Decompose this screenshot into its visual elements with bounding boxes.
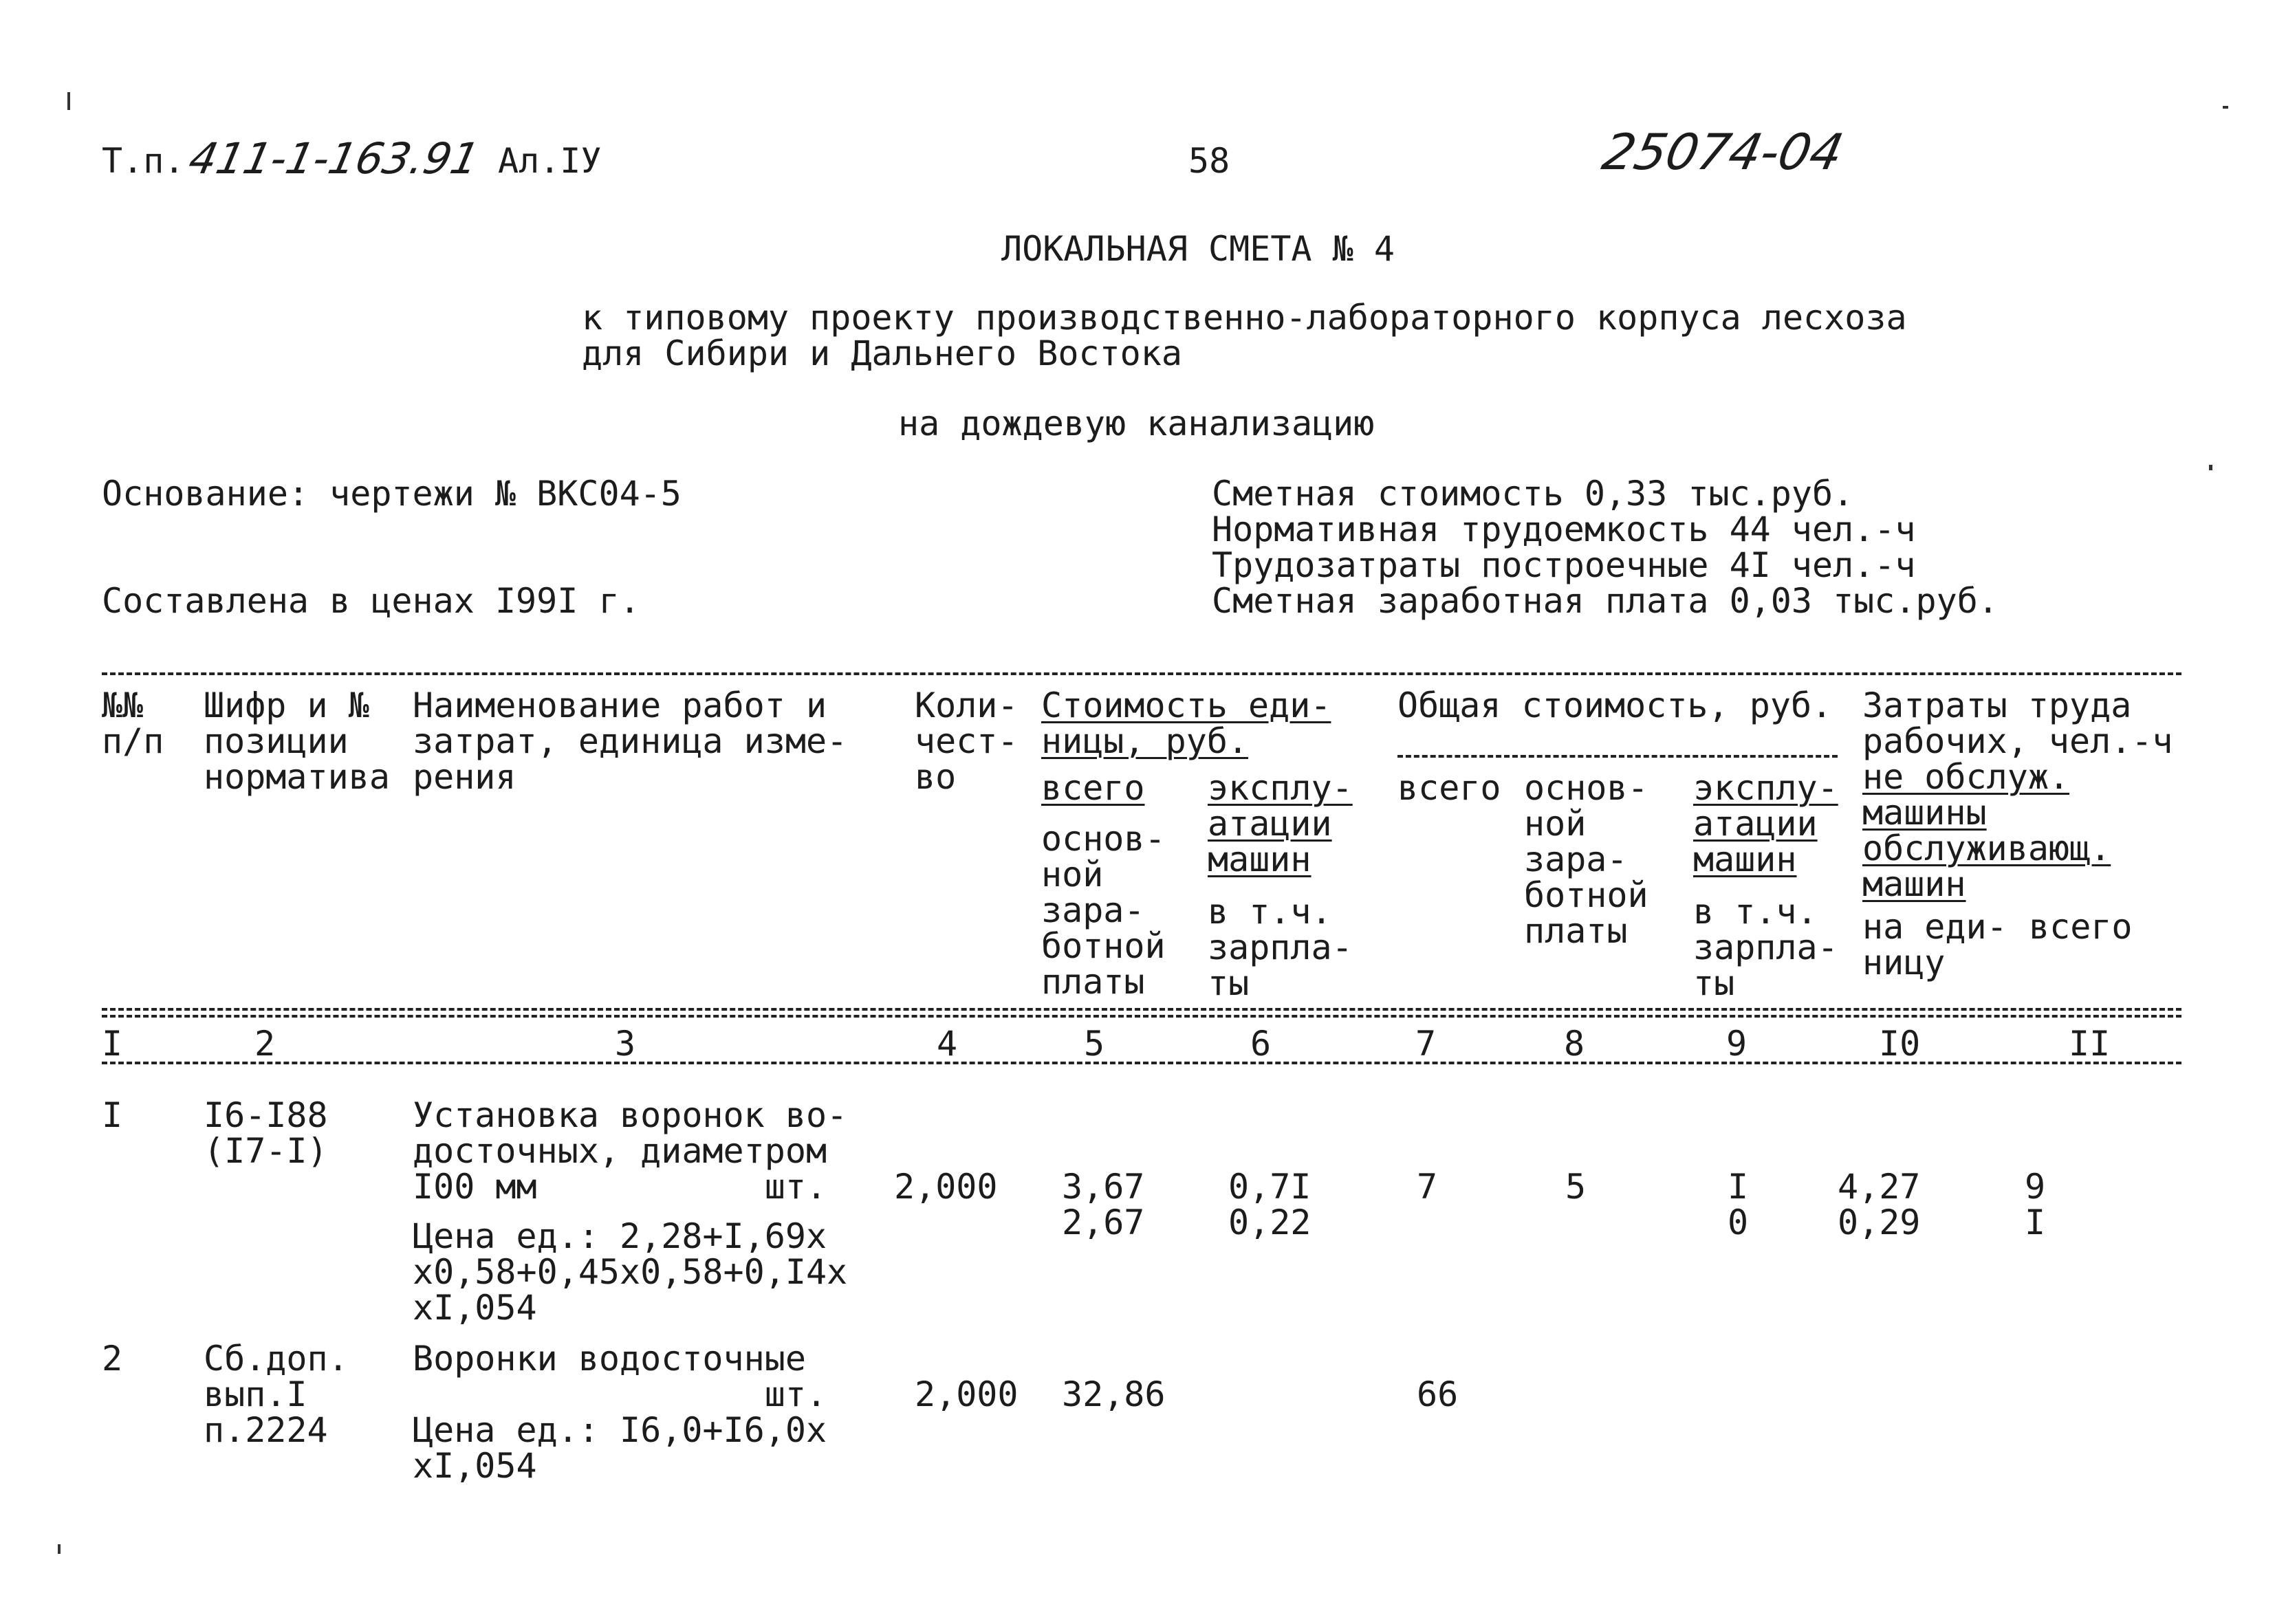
labor-norm: Нормативная трудоемкость 44 чел.-ч bbox=[1212, 509, 1916, 549]
basis: Основание: чертежи № ВКС04-5 bbox=[102, 474, 682, 514]
col-number-10: I0 bbox=[1879, 1024, 1921, 1064]
scan-mark bbox=[2209, 465, 2212, 470]
col-number-2: 2 bbox=[254, 1024, 276, 1064]
row-1-number: I bbox=[102, 1095, 123, 1135]
col-number-4: 4 bbox=[937, 1024, 958, 1064]
estimated-wage: Сметная заработная плата 0,03 тыс.руб. bbox=[1212, 581, 1999, 621]
header-unit-machine: эксплу- атации машин bbox=[1208, 768, 1353, 879]
table-top-rule bbox=[102, 672, 2181, 675]
row-2-code: Сб.доп. вып.I п.2224 bbox=[204, 1339, 349, 1450]
row-2-name: Воронки водосточные шт. bbox=[413, 1339, 827, 1414]
row-2-unit-total: 32,86 bbox=[1062, 1374, 1166, 1414]
row-1-total: 7 bbox=[1417, 1167, 1438, 1207]
row-2-quantity: 2,000 bbox=[915, 1374, 1019, 1414]
row-1-code: I6-I88 (I7-I) bbox=[204, 1095, 328, 1171]
col-number-1: I bbox=[102, 1024, 123, 1064]
header-unit-cost: Стоимость еди- ницы, руб. bbox=[1041, 685, 1331, 761]
header-unit-wage: основ- ной зара- ботной платы bbox=[1041, 819, 1166, 1002]
labor-site: Трудозатраты построечные 4I чел.-ч bbox=[1212, 545, 1916, 585]
row-1-quantity: 2,000 bbox=[894, 1167, 998, 1207]
row-1-unit-machine: 0,7I 0,22 bbox=[1228, 1167, 1311, 1242]
row-2-price-formula: Цена ед.: I6,0+I6,0х хI,054 bbox=[413, 1410, 827, 1486]
tp-prefix: Т.п. bbox=[102, 141, 185, 181]
header-labor-per-unit: на еди- ницу bbox=[1862, 907, 2007, 983]
header-labor-non-machine: не обслуж. машины bbox=[1862, 757, 2070, 833]
header-quantity: Коли- чест- во bbox=[915, 685, 1019, 797]
doc-code: 25074-04 bbox=[1598, 123, 1849, 181]
header-unit-machine-wage: в т.ч. зарпла- ты bbox=[1208, 892, 1353, 1003]
scan-mark bbox=[67, 92, 70, 110]
header-total-cost: Общая стоимость, руб. bbox=[1397, 685, 1833, 725]
col-number-3: 3 bbox=[615, 1024, 636, 1064]
header-name: Наименование работ и затрат, единица изме- рения bbox=[413, 685, 848, 797]
col-number-11: II bbox=[2069, 1024, 2111, 1064]
col-number-6: 6 bbox=[1250, 1024, 1272, 1064]
page-title: ЛОКАЛЬНАЯ СМЕТА № 4 bbox=[1001, 229, 1395, 269]
header-row-number: №№ п/п bbox=[102, 685, 164, 761]
header-bottom-rule-2 bbox=[102, 1015, 2181, 1018]
row-2-number: 2 bbox=[102, 1339, 123, 1379]
album-number: Ал.IУ bbox=[498, 141, 602, 181]
col-number-5: 5 bbox=[1084, 1024, 1105, 1064]
row-1-name: Установка воронок во- досточных, диаметром I00 мм шт. bbox=[413, 1095, 848, 1207]
header-labor-total: всего bbox=[2029, 907, 2133, 947]
row-1-labor-unit: 4,27 0,29 bbox=[1838, 1167, 1921, 1242]
header-total: всего bbox=[1397, 768, 1501, 808]
tp-number: 411-1-163.91 bbox=[184, 133, 484, 184]
row-1-total-wage: 5 bbox=[1565, 1167, 1587, 1207]
total-cost-rule bbox=[1397, 755, 1838, 758]
col-number-rule bbox=[102, 1062, 2181, 1064]
header-total-machine: эксплу- атации машин bbox=[1693, 768, 1838, 879]
row-1-price-formula: Цена ед.: 2,28+I,69х х0,58+0,45х0,58+0,I4х хI,054 bbox=[413, 1216, 848, 1328]
row-2-total: 66 bbox=[1417, 1374, 1459, 1414]
header-bottom-rule bbox=[102, 1008, 2181, 1011]
title-line-1: к типовому проекту производственно-лабораторного корпуса лесхоза bbox=[582, 298, 1907, 338]
col-number-9: 9 bbox=[1726, 1024, 1748, 1064]
row-1-unit-total: 3,67 2,67 bbox=[1062, 1167, 1145, 1242]
header-labor-machine: обслуживающ. машин bbox=[1862, 829, 2111, 904]
header-labor: Затраты труда рабочих, чел.-ч bbox=[1862, 685, 2173, 761]
header-code: Шифр и № позиции норматива bbox=[204, 685, 390, 797]
scan-mark bbox=[2223, 106, 2228, 109]
estimated-cost: Сметная стоимость 0,33 тыс.руб. bbox=[1212, 474, 1854, 514]
header-unit-total: всего bbox=[1041, 768, 1145, 808]
header-total-machine-wage: в т.ч. зарпла- ты bbox=[1693, 892, 1838, 1003]
row-1-total-machine: I 0 bbox=[1728, 1167, 1749, 1242]
col-number-7: 7 bbox=[1415, 1024, 1437, 1064]
title-line-2: для Сибири и Дальнего Востока bbox=[582, 333, 1182, 373]
header-total-wage: основ- ной зара- ботной платы bbox=[1524, 768, 1648, 951]
col-number-8: 8 bbox=[1564, 1024, 1585, 1064]
price-level: Составлена в ценах I99I г. bbox=[102, 581, 640, 621]
scan-mark bbox=[58, 1544, 61, 1554]
row-1-labor-total: 9 I bbox=[2025, 1167, 2046, 1242]
page-number: 58 bbox=[1188, 141, 1230, 181]
title-subject: на дождевую канализацию bbox=[898, 404, 1375, 443]
